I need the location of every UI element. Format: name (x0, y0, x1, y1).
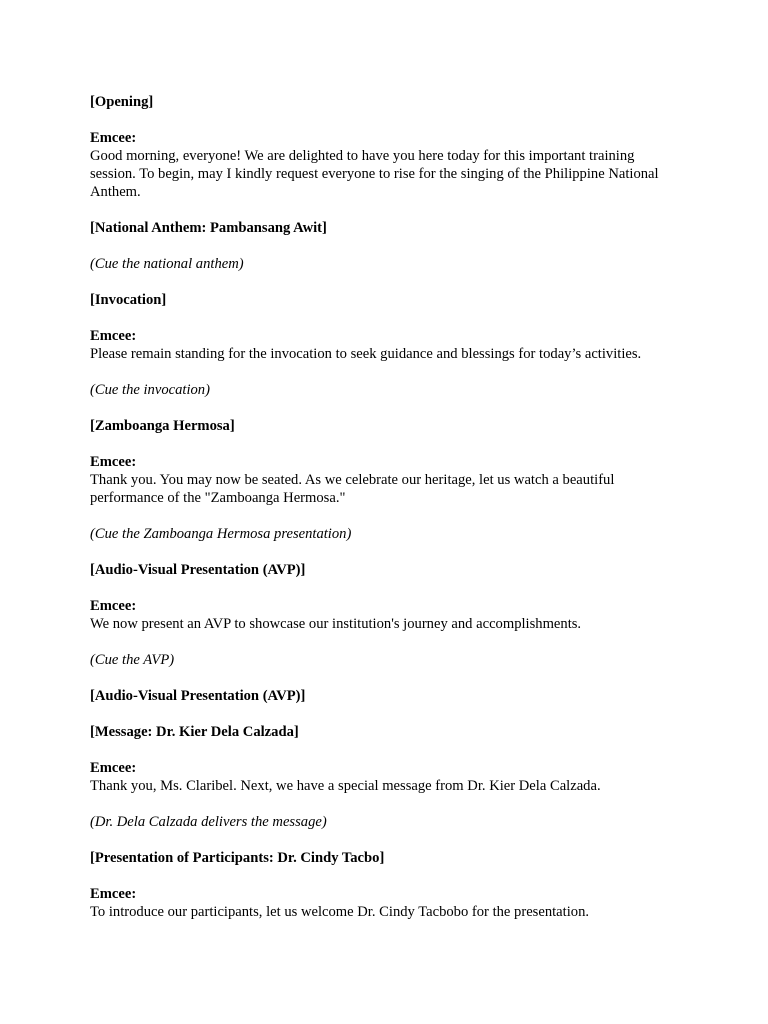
speech-text: We now present an AVP to showcase our institution's journey and accomplishments. (90, 616, 582, 632)
speech-block (90, 885, 680, 921)
speaker-label: Emcee: (90, 454, 137, 470)
section-heading: [Invocation] (90, 292, 167, 308)
speaker-label: Emcee: (90, 760, 137, 776)
speaker-label: Emcee: (90, 598, 137, 614)
speech-block (90, 129, 680, 201)
document-page (90, 93, 680, 939)
speech-text: Thank you. You may now be seated. As we celebrate our heritage, let us watch a beautiful performance of the "Zamboanga Hermosa." (90, 472, 615, 506)
speech-text: To introduce our participants, let us welcome Dr. Cindy Tacbobo for the presentation. (90, 904, 590, 920)
section-heading: [Audio-Visual Presentation (AVP)] (90, 688, 306, 704)
speech-block (90, 453, 680, 507)
speech-text: Please remain standing for the invocation to seek guidance and blessings for today’s activities. (90, 346, 642, 362)
stage-cue: (Cue the AVP) (90, 652, 175, 668)
speaker-label: Emcee: (90, 328, 137, 344)
speaker-label: Emcee: (90, 130, 137, 146)
speech-block (90, 327, 680, 363)
section-heading: [Opening] (90, 94, 154, 110)
section-heading: [Audio-Visual Presentation (AVP)] (90, 562, 306, 578)
speech-block (90, 597, 680, 633)
stage-cue: (Dr. Dela Calzada delivers the message) (90, 814, 327, 830)
stage-cue: (Cue the national anthem) (90, 256, 244, 272)
speaker-label: Emcee: (90, 886, 137, 902)
stage-cue: (Cue the invocation) (90, 382, 210, 398)
speech-text: Thank you, Ms. Claribel. Next, we have a special message from Dr. Kier Dela Calzada. (90, 778, 601, 794)
section-heading: [Message: Dr. Kier Dela Calzada] (90, 724, 299, 740)
speech-block (90, 759, 680, 795)
speech-text: Good morning, everyone! We are delighted to have you here today for this important training session. To begin, may I kindly request everyone to rise for the singing of the Philippine National Anthem. (90, 148, 659, 200)
stage-cue: (Cue the Zamboanga Hermosa presentation) (90, 526, 352, 542)
section-heading: [National Anthem: Pambansang Awit] (90, 220, 327, 236)
section-heading: [Presentation of Participants: Dr. Cindy Tacbo] (90, 850, 385, 866)
section-heading: [Zamboanga Hermosa] (90, 418, 235, 434)
